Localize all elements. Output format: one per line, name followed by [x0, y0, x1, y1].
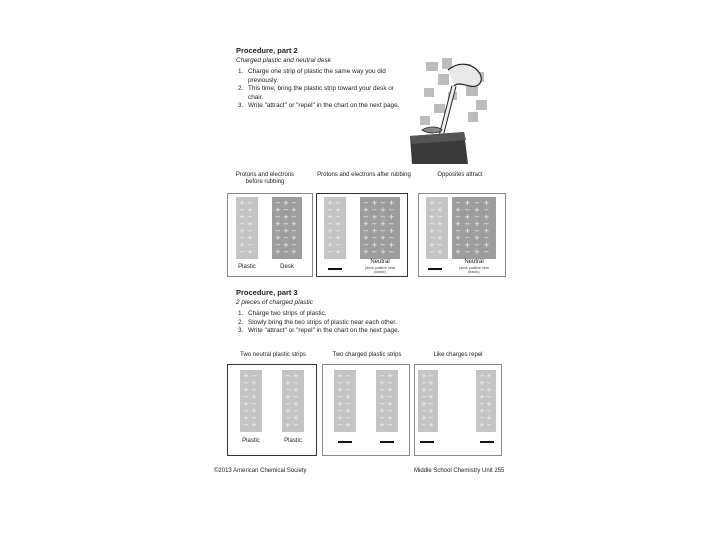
charge-sign: + [337, 414, 343, 422]
caption-two-charged-strips: Two charged plastic strips [332, 352, 402, 358]
charge-sign: + [421, 400, 427, 408]
charge-sign: − [379, 372, 385, 380]
charge-sign: − [464, 234, 471, 242]
charge-sign: − [388, 234, 395, 242]
charge-sign: − [380, 241, 386, 249]
label-plastic: Plastic [284, 438, 302, 444]
charge-sign: + [283, 241, 289, 249]
charge-sign: + [429, 199, 435, 207]
charge-sign: − [371, 234, 378, 242]
charge-sign: + [327, 227, 333, 235]
charge-sign: − [486, 393, 492, 401]
charge-sign: − [291, 227, 297, 235]
charge-sign: − [335, 213, 341, 221]
charge-sign: + [483, 227, 490, 235]
charge-sign: + [428, 379, 434, 387]
charge-sign: − [335, 199, 341, 207]
charge-sign: − [429, 234, 435, 242]
label-plastic: Plastic [238, 264, 256, 270]
charge-sign: + [335, 220, 341, 228]
list-item: 1. Charge one strip of plastic the same way you did [238, 68, 386, 75]
charge-sign: + [239, 213, 245, 221]
charge-sign: + [291, 248, 297, 256]
charge-sign: + [337, 400, 343, 408]
label-plastic: Plastic [242, 438, 260, 444]
charge-sign: + [380, 234, 386, 242]
charge-sign: + [251, 379, 257, 387]
charge-sign: − [474, 213, 480, 221]
charge-sign: − [251, 372, 257, 380]
charge-sign: + [437, 248, 443, 256]
neutral-note: (desk positive near plastic) [364, 266, 396, 274]
charge-sign: + [479, 379, 485, 387]
charge-sign: − [474, 227, 480, 235]
charge-sign: − [371, 220, 378, 228]
charge-sign: − [293, 421, 299, 429]
charge-sign: − [455, 241, 461, 249]
charge-sign: + [474, 220, 480, 228]
charge-sign: − [429, 248, 435, 256]
charge-sign: − [483, 248, 490, 256]
charge-sign: − [387, 379, 393, 387]
charge-sign: + [275, 234, 281, 242]
charge-sign: + [283, 199, 289, 207]
charge-sign: + [479, 393, 485, 401]
charge-sign: − [479, 400, 485, 408]
caption-after-rubbing: Protons and electrons after rubbing [317, 172, 411, 178]
list-item: 3. Write "attract" or "repel" in the chart on the next page. [238, 102, 400, 110]
charge-sign: − [285, 400, 291, 408]
charge-sign: + [337, 386, 343, 394]
charge-sign: + [247, 220, 253, 228]
charge-sign: − [291, 241, 297, 249]
charge-sign: + [251, 421, 257, 429]
charge-sign: − [345, 386, 351, 394]
charge-sign: − [474, 199, 480, 207]
charge-sign: − [429, 206, 435, 214]
charge-sign: + [363, 220, 369, 228]
charge-sign: − [363, 227, 369, 235]
charge-sign: − [247, 241, 253, 249]
charge-sign: + [243, 400, 249, 408]
charge-sign: + [247, 234, 253, 242]
charge-sign: + [428, 393, 434, 401]
charge-sign: + [371, 241, 378, 249]
charge-sign: + [464, 213, 471, 221]
charge-sign: + [345, 379, 351, 387]
charge-sign: + [285, 421, 291, 429]
charge-sign: + [421, 372, 427, 380]
charge-sign: + [345, 421, 351, 429]
charge-sign: + [483, 199, 490, 207]
charge-sign: + [371, 213, 378, 221]
charge-sign: − [486, 407, 492, 415]
charge-sign: + [285, 379, 291, 387]
charge-sign: − [479, 414, 485, 422]
list-item: 1. Charge two strips of plastic. [238, 310, 327, 317]
charge-sign: − [243, 393, 249, 401]
charge-sign: + [327, 213, 333, 221]
charge-sign: + [437, 220, 443, 228]
charge-sign: + [345, 393, 351, 401]
charge-sign: − [371, 248, 378, 256]
charge-sign: − [283, 220, 289, 228]
charge-sign: + [387, 400, 393, 408]
charge-sign: − [283, 248, 289, 256]
charge-sign: + [486, 386, 492, 394]
list-item: 3. Write "attract" or "repel" in the chart on the next page. [238, 327, 400, 335]
charge-sign: − [243, 421, 249, 429]
charge-sign: + [379, 421, 385, 429]
list-item: 2. Slowly bring the two strips of plastic near each other. [238, 318, 397, 326]
charge-sign: − [479, 386, 485, 394]
part3-heading: Procedure, part 3 [236, 288, 298, 297]
charge-sign: − [379, 400, 385, 408]
charge-sign: + [428, 407, 434, 415]
charge-sign: − [247, 213, 253, 221]
charge-sign: + [247, 206, 253, 214]
charge-sign: + [437, 206, 443, 214]
charge-sign: − [464, 248, 471, 256]
charge-sign: + [283, 227, 289, 235]
charge-sign: − [275, 241, 281, 249]
charge-sign: + [388, 199, 395, 207]
charge-sign: − [285, 414, 291, 422]
charge-sign: + [293, 386, 299, 394]
charge-sign: − [387, 407, 393, 415]
charge-sign: + [275, 206, 281, 214]
charge-sign: − [380, 213, 386, 221]
charge-sign: − [363, 199, 369, 207]
charge-sign: + [293, 400, 299, 408]
charge-sign: − [479, 372, 485, 380]
charge-sign: + [474, 234, 480, 242]
label-neutral: Neutral [370, 259, 390, 265]
charge-sign: + [388, 227, 395, 235]
charge-sign: − [428, 400, 434, 408]
charge-sign: − [337, 393, 343, 401]
charge-sign: + [335, 206, 341, 214]
charge-sign: + [483, 213, 490, 221]
part2-heading: Procedure, part 2 [236, 46, 298, 55]
label-neutral: Neutral [464, 259, 484, 265]
charge-sign: + [327, 241, 333, 249]
charge-sign: + [327, 199, 333, 207]
charge-sign: − [239, 220, 245, 228]
charge-sign: + [291, 220, 297, 228]
charge-sign: − [387, 421, 393, 429]
charge-sign: − [380, 199, 386, 207]
charge-sign: + [380, 220, 386, 228]
charge-sign: − [243, 379, 249, 387]
charge-sign: + [455, 206, 461, 214]
list-item: 2. This time, bring the plastic strip toward your desk or [238, 85, 394, 93]
charge-sign: + [239, 241, 245, 249]
charge-sign: − [380, 227, 386, 235]
charge-sign: + [479, 407, 485, 415]
charge-sign: + [483, 241, 490, 249]
charge-sign: + [345, 407, 351, 415]
charge-sign: − [251, 414, 257, 422]
charge-sign: + [285, 407, 291, 415]
charge-sign: + [293, 414, 299, 422]
charge-sign: + [243, 414, 249, 422]
charge-sign: − [371, 206, 378, 214]
charge-sign: + [363, 234, 369, 242]
charge-sign: − [251, 386, 257, 394]
charge-sign: − [483, 206, 490, 214]
charge-sign: − [283, 234, 289, 242]
charge-sign: − [293, 379, 299, 387]
charge-sign: − [428, 372, 434, 380]
list-item: chair. [248, 93, 264, 101]
charge-sign: − [429, 220, 435, 228]
charge-sign: − [363, 241, 369, 249]
charge-sign: + [421, 414, 427, 422]
charge-sign: + [379, 379, 385, 387]
charge-sign: − [275, 199, 281, 207]
charge-sign: − [483, 220, 490, 228]
label-desk: Desk [280, 264, 294, 270]
charge-sign: − [437, 213, 443, 221]
footer-page-info: Middle School Chemistry Unit 255 [414, 468, 505, 474]
charge-sign: − [421, 379, 427, 387]
charge-sign: − [345, 414, 351, 422]
charge-sign: + [335, 248, 341, 256]
charge-sign: − [337, 407, 343, 415]
charge-sign: − [486, 379, 492, 387]
charge-sign: − [335, 241, 341, 249]
part2-subheading: Charged plastic and neutral desk [236, 57, 332, 64]
charge-sign: + [371, 199, 378, 207]
charge-sign: − [474, 241, 480, 249]
charge-sign: − [327, 206, 333, 214]
charge-sign: − [379, 414, 385, 422]
charge-sign: + [455, 234, 461, 242]
charge-sign: + [379, 407, 385, 415]
footer-copyright: ©2013 American Chemical Society [214, 468, 307, 474]
charge-sign: − [428, 414, 434, 422]
charge-sign: + [291, 234, 297, 242]
charge-sign: + [464, 241, 471, 249]
charge-sign: + [486, 372, 492, 380]
charge-sign: − [247, 227, 253, 235]
charge-sign: − [421, 421, 427, 429]
charge-sign: − [291, 199, 297, 207]
charge-sign: + [283, 213, 289, 221]
charge-sign: − [293, 393, 299, 401]
charge-sign: + [455, 248, 461, 256]
charge-sign: + [388, 213, 395, 221]
charge-sign: + [429, 227, 435, 235]
charge-sign: − [437, 227, 443, 235]
charge-sign: − [483, 234, 490, 242]
charge-sign: + [239, 227, 245, 235]
charge-sign: + [380, 206, 386, 214]
charge-sign: + [486, 414, 492, 422]
charge-sign: + [428, 421, 434, 429]
charge-sign: − [388, 220, 395, 228]
charge-sign: − [388, 206, 395, 214]
charge-sign: − [275, 227, 281, 235]
charge-sign: − [388, 248, 395, 256]
charge-sign: − [455, 213, 461, 221]
charge-sign: − [239, 234, 245, 242]
charge-sign: + [251, 393, 257, 401]
charge-sign: − [437, 199, 443, 207]
charge-sign: + [291, 206, 297, 214]
charge-sign: − [363, 213, 369, 221]
charge-sign: + [464, 199, 471, 207]
charge-sign: + [455, 220, 461, 228]
charge-sign: + [387, 414, 393, 422]
caption-two-neutral-strips: Two neutral plastic strips [240, 352, 306, 358]
charge-sign: + [363, 206, 369, 214]
charge-sign: − [247, 199, 253, 207]
charge-sign: − [335, 227, 341, 235]
charge-sign: + [387, 386, 393, 394]
charge-sign: + [474, 206, 480, 214]
charge-sign: − [421, 393, 427, 401]
charge-sign: + [363, 248, 369, 256]
charge-sign: − [283, 206, 289, 214]
charge-sign: − [486, 421, 492, 429]
charge-sign: − [291, 213, 297, 221]
charge-sign: + [486, 400, 492, 408]
caption-like-charges-repel: Like charges repel [433, 352, 483, 358]
charge-sign: − [428, 386, 434, 394]
neutral-note: (desk positive near plastic) [458, 266, 490, 274]
charge-sign: − [337, 421, 343, 429]
charge-sign: − [464, 220, 471, 228]
charge-sign: − [327, 220, 333, 228]
charge-sign: + [293, 372, 299, 380]
charge-sign: − [455, 199, 461, 207]
charge-sign: − [327, 234, 333, 242]
charge-sign: + [387, 372, 393, 380]
charge-sign: + [247, 248, 253, 256]
charge-sign: − [379, 386, 385, 394]
charge-sign: − [239, 248, 245, 256]
caption-before-rubbing: Protons and electrons before rubbing [235, 172, 295, 185]
charge-sign: − [275, 213, 281, 221]
charge-sign: − [437, 241, 443, 249]
list-item: previously. [248, 76, 279, 84]
part3-subheading: 2 pieces of charged plastic [236, 299, 313, 306]
charge-sign: + [371, 227, 378, 235]
charge-sign: + [421, 386, 427, 394]
charge-sign: − [285, 386, 291, 394]
charge-sign: + [285, 393, 291, 401]
charge-sign: − [421, 407, 427, 415]
charge-sign: + [243, 386, 249, 394]
charge-sign: + [275, 248, 281, 256]
charge-sign: + [437, 234, 443, 242]
charge-sign: + [239, 199, 245, 207]
charge-sign: + [388, 241, 395, 249]
charge-sign: − [239, 206, 245, 214]
charge-sign: − [345, 372, 351, 380]
charge-sign: + [429, 213, 435, 221]
charge-sign: + [380, 248, 386, 256]
caption-opposites-attract: Opposites attract [437, 172, 483, 178]
charge-sign: − [243, 407, 249, 415]
charge-sign: − [327, 248, 333, 256]
charge-sign: − [251, 400, 257, 408]
charge-sign: + [429, 241, 435, 249]
charge-sign: − [337, 379, 343, 387]
charge-sign: + [479, 421, 485, 429]
charge-sign: − [387, 393, 393, 401]
charge-sign: − [293, 407, 299, 415]
charge-sign: + [243, 372, 249, 380]
charge-sign: + [337, 372, 343, 380]
charge-sign: + [335, 234, 341, 242]
charge-sign: + [379, 393, 385, 401]
charge-sign: + [275, 220, 281, 228]
charge-sign: − [345, 400, 351, 408]
charge-sign: + [474, 248, 480, 256]
charge-sign: + [251, 407, 257, 415]
charge-sign: − [464, 206, 471, 214]
charge-sign: − [285, 372, 291, 380]
charge-sign: − [455, 227, 461, 235]
charge-sign: + [464, 227, 471, 235]
